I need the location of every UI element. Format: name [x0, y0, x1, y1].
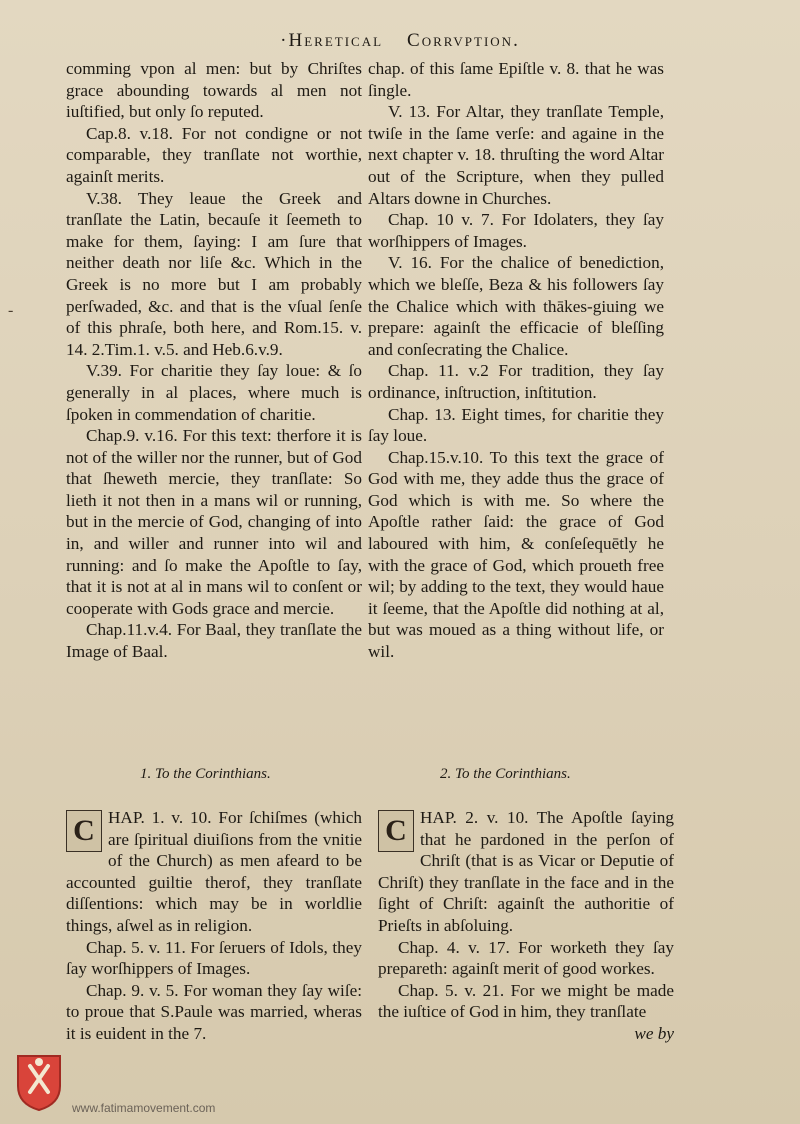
paragraph: Chap.11.v.4. For Baal, they tranſlate the Image of Baal.: [66, 620, 362, 662]
paragraph: Chap.15.v.10. To this text the grace of God with me, they adde thus the grace of God which is with me. So where the Apoſtle rather ſaid: the grace of God laboured with him, & conſeſequētly he with the grace of God, which proueth free wil; by adding to the text, they would haue it ſeeme, that the Apoſtle did nothing at al, but was moued as a thing without life, or wil.: [368, 447, 664, 662]
paragraph: V.39. For charitie they ſay loue: & ſo generally in al places, where much is ſpoken in commendation of charitie.: [66, 361, 362, 424]
paragraph: Chap. 11. v.2 For tradition, they ſay ordinance, inſtruction, inſtitution.: [368, 361, 664, 402]
right-column-bottom: [378, 807, 674, 1045]
paragraph: Chap. 4. v. 17. For worketh they ſay prepareth: againſt merit of good workes.: [378, 937, 674, 979]
paragraph-text: HAP. 2. v. 10. The Apoſtle ſaying that he pardoned in the perſon of Chriſt (that is as Vicar or Deputie of Chriſt) they tranſlate in the face and in the ſight of Chriſt: againſt the authoritie of Prieſts in abſoluing.: [378, 808, 674, 935]
paragraph: Chap. 5. v. 21. For we might be made the iuſtice of God in him, they tranſlate: [378, 980, 674, 1022]
paragraph: Chap. 13. Eight times, for charitie they ſay loue.: [368, 404, 664, 446]
drop-cap: C: [378, 810, 414, 852]
paragraph: [66, 807, 362, 937]
paragraph: Cap.8. v.18. For not condigne or not comparable, they tranſlate not worthie, againſt merits.: [66, 123, 362, 186]
margin-mark: -: [8, 302, 14, 319]
running-head-right: Corrvption.: [407, 30, 520, 51]
left-column-top: [66, 58, 362, 663]
paragraph: Chap. 10 v. 7. For Idolaters, they ſay worſhippers of Images.: [368, 210, 664, 251]
right-column-top: [368, 58, 664, 663]
paragraph: [378, 807, 674, 937]
paragraph: chap. of this ſame Epiſtle v. 8. that he was ſingle.: [368, 59, 664, 100]
paragraph: V. 13. For Altar, they tranſlate Temple, twiſe in the ſame verſe: and againe in the next chapter v. 18. thruſting the word Altar out of the Scripture, when they pulled Altars downe in Churches.: [368, 102, 664, 208]
paragraph-text: HAP. 1. v. 10. For ſchiſmes (which are ſpiritual diuiſions from the vnitie of the Church) as men afeard to be accounted guiltie therof, they tranſlate diſſentions: which may be in worldlie things, aſwel as in religion.: [66, 808, 362, 935]
paragraph: comming vpon al men: but by Chriſtes grace abounding towards al men not iuſtified, but only ſo reputed.: [66, 59, 362, 122]
catchword: we by: [634, 1023, 674, 1043]
papal-seal-icon: [14, 1052, 64, 1112]
watermark-url: www.fatimamovement.com: [72, 1101, 216, 1115]
paragraph: Chap.9. v.16. For this text: therfore it is not of the willer nor the runner, but of God that ſheweth mercie, they tranſlate: So lieth it not then in a mans wil or running, but in the mercie of God, changing of into in, and willer and runner into wil and running: and ſo make the Apoſtle to ſay, that it is not at al in mans wil to conſent or cooperate with Gods grace and mercie.: [66, 426, 362, 618]
section-title-1-corinthians: 1. To the Corinthians.: [140, 766, 271, 782]
paragraph: V.38. They leaue the Greek and tranſlate the Latin, becauſe it ſeemeth to make for them, ſaying: I am ſure that neither death nor liſe &c. Which in the Greek is no more but I am probably perſwaded, &c. and that is the vſual ſenſe of this phraſe, both here, and Rom.15. v. 14. 2.Tim.1. v.5. and Heb.6.v.9.: [66, 188, 362, 359]
paragraph: Chap. 9. v. 5. For woman they ſay wiſe: to proue that S.Paule was married, wheras it is euident in the 7.: [66, 980, 362, 1043]
running-head: [0, 30, 800, 52]
paragraph: Chap. 5. v. 11. For ſeruers of Idols, they ſay worſhippers of Images.: [66, 937, 362, 979]
section-title-2-corinthians: 2. To the Corinthians.: [440, 766, 571, 782]
running-head-left: ·Heretical: [280, 30, 384, 51]
paragraph: V. 16. For the chalice of benediction, which we bleſſe, Beza & his followers ſay the Chalice which with thākes-giuing we prepare: againſt the efficacie of bleſſing and conſecrating the Chalice.: [368, 253, 664, 359]
left-column-bottom: [66, 807, 362, 1045]
drop-cap: C: [66, 810, 102, 852]
